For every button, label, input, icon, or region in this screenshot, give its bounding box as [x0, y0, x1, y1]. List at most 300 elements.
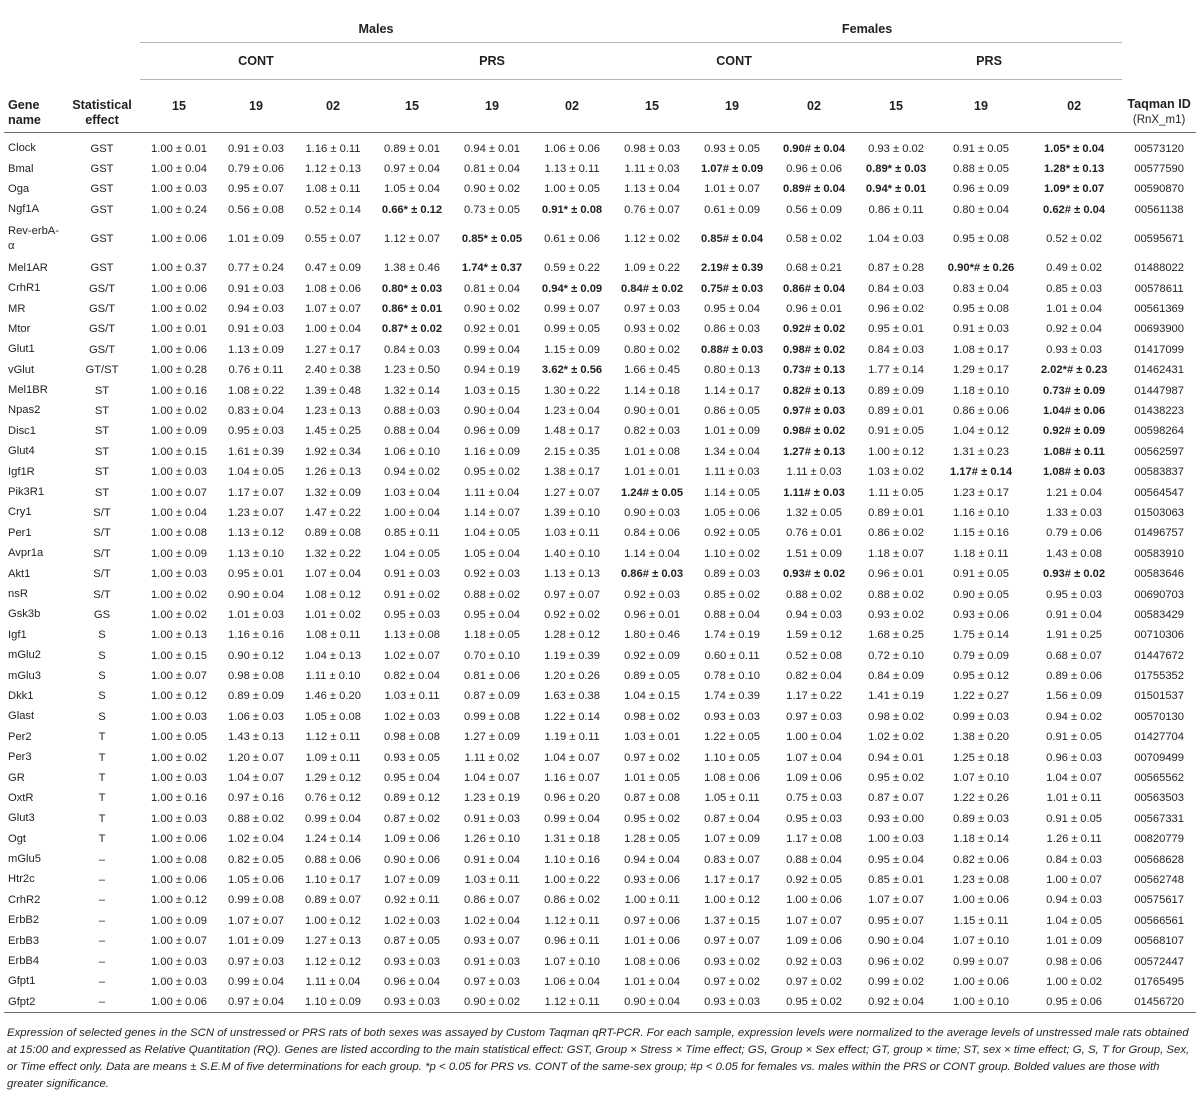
expression-value-cell: 1.17 ± 0.17 [704, 873, 760, 886]
expression-value-cell: 0.80 ± 0.13 [704, 364, 760, 377]
expression-value-cell: 1.02 ± 0.07 [384, 649, 440, 662]
expression-value-cell: 0.90 ± 0.04 [612, 992, 692, 1012]
table-row [4, 727, 1196, 747]
statistical-effect-cell: S/T [93, 506, 111, 519]
expression-value-cell: 0.87 ± 0.07 [868, 792, 924, 805]
expression-value-cell: 0.89 ± 0.09 [868, 384, 924, 397]
gene-name-cell: vGlut [8, 363, 35, 376]
timepoint-header: 19 [936, 80, 1026, 133]
expression-value-cell: 1.04 ± 0.05 [464, 527, 520, 540]
expression-value-cell: 0.85 ± 0.01 [868, 873, 924, 886]
expression-value-cell: 1.07 ± 0.09 [384, 873, 440, 886]
table-caption: Expression of selected genes in the SCN of unstressed or PRS rats of both sexes was assayed by Custom Taqman qRT-PCR. For each sample, expression levels were normalized to the average levels of unstressed male rats obtained at 15:00 and expressed as Relative Quantitation (RQ). Genes are listed according to the main statistical effect: GST, Group × Stress × Time effect; GS, Group × Sex effect; GT, group × time; ST, sex × time effect; G, S, T for Group, Sex, or Time effect only. Data are means ± S.E.M of five determinations for each group. *p < 0.05 for PRS vs. CONT of the same-sex group; #p < 0.05 for females vs. males within the PRS or CONT group. Bolded values are those with greater significance. [7, 1027, 1190, 1091]
table-row [4, 299, 1196, 319]
timepoint-header: 02 [532, 80, 612, 133]
expression-value-cell: 0.99 ± 0.04 [228, 975, 284, 988]
taqman-id-cell: 00566561 [1134, 914, 1184, 927]
expression-value-cell: 0.94 ± 0.02 [1046, 710, 1103, 723]
expression-value-cell: 0.97# ± 0.03 [782, 404, 846, 417]
expression-value-cell: 1.06 ± 0.06 [544, 142, 600, 155]
expression-value-cell: 1.01 ± 0.08 [624, 445, 680, 458]
expression-value-cell: 1.00 ± 0.11 [624, 894, 680, 907]
taqman-id-cell: 01438223 [1134, 404, 1184, 417]
expression-value-cell: 0.76 ± 0.01 [786, 527, 842, 540]
table-row [4, 220, 1196, 258]
expression-value-cell: 0.79 ± 0.06 [1046, 527, 1103, 540]
expression-value-cell: 1.13 ± 0.13 [544, 568, 600, 581]
expression-value-cell: 2.15 ± 0.35 [544, 445, 600, 458]
expression-value-cell: 1.04 ± 0.13 [305, 649, 361, 662]
expression-value-cell: 1.63 ± 0.38 [544, 690, 600, 703]
statistical-effect-cell: ST [94, 425, 110, 438]
expression-value-cell: 1.16 ± 0.07 [544, 772, 600, 785]
expression-value-cell: 1.68 ± 0.25 [868, 629, 924, 642]
expression-value-cell: 1.04 ± 0.05 [384, 547, 440, 560]
expression-value-cell: 0.95 ± 0.03 [1046, 588, 1103, 601]
expression-value-cell: 0.99 ± 0.07 [544, 303, 600, 316]
taqman-id-cell: 00562748 [1134, 873, 1184, 886]
gene-name-cell: GR [8, 771, 25, 784]
expression-value-cell: 1.38 ± 0.46 [384, 262, 440, 275]
expression-value-cell: 1.00 ± 0.12 [704, 894, 760, 907]
expression-value-cell: 1.11 ± 0.04 [464, 486, 520, 499]
expression-value-cell: 1.47 ± 0.22 [305, 506, 361, 519]
expression-value-cell: 0.89 ± 0.12 [384, 792, 440, 805]
expression-value-cell: 1.23 ± 0.07 [228, 506, 284, 519]
expression-value-cell: 0.88 ± 0.04 [384, 425, 440, 438]
expression-value-cell: 1.16 ± 0.10 [953, 506, 1009, 519]
expression-value-cell: 1.20 ± 0.26 [544, 670, 600, 683]
expression-value-cell: 0.75# ± 0.03 [700, 282, 764, 295]
expression-value-cell: 0.92 ± 0.04 [1046, 323, 1103, 336]
expression-value-cell: 1.10 ± 0.17 [305, 873, 361, 886]
gene-name-cell: ErbB4 [8, 955, 40, 968]
table-row [4, 890, 1196, 910]
expression-value-cell: 0.72 ± 0.10 [868, 649, 924, 662]
expression-value-cell: 1.00 ± 0.12 [868, 445, 924, 458]
females-prs-header: PRS [856, 43, 1122, 80]
expression-value-cell: 1.17 ± 0.07 [228, 486, 284, 499]
table-row [4, 523, 1196, 543]
expression-value-cell: 1.03 ± 0.04 [384, 486, 440, 499]
expression-value-cell: 1.09* ± 0.07 [1043, 183, 1105, 196]
statistical-effect-cell: S/T [93, 588, 111, 601]
expression-value-cell: 1.00 ± 0.04 [151, 163, 207, 176]
expression-value-cell: 1.04 ± 0.03 [868, 233, 924, 246]
taqman-id-cell: 00561369 [1134, 303, 1184, 316]
expression-value-cell: 1.11 ± 0.10 [305, 670, 361, 683]
expression-value-cell: 0.77 ± 0.24 [228, 262, 284, 275]
expression-value-cell: 1.15 ± 0.16 [953, 527, 1009, 540]
expression-value-cell: 0.94 ± 0.01 [464, 142, 520, 155]
gene-name-cell: Per1 [8, 526, 32, 539]
expression-value-cell: 0.56 ± 0.08 [228, 203, 284, 216]
taqman-id-label: Taqman ID [1127, 96, 1191, 111]
expression-value-cell: 1.00 ± 0.04 [384, 506, 440, 519]
table-row [4, 159, 1196, 179]
expression-value-cell: 0.79 ± 0.06 [228, 163, 284, 176]
expression-value-cell: 1.00 ± 0.15 [151, 445, 207, 458]
expression-value-cell: 0.58 ± 0.02 [786, 233, 842, 246]
expression-value-cell: 1.01 ± 0.09 [228, 233, 284, 246]
expression-value-cell: 0.96 ± 0.03 [1046, 751, 1103, 764]
expression-value-cell: 1.27 ± 0.17 [305, 343, 361, 356]
expression-value-cell: 0.95 ± 0.02 [772, 992, 856, 1012]
expression-value-cell: 0.90 ± 0.04 [464, 404, 520, 417]
expression-value-cell: 1.00 ± 0.06 [151, 833, 207, 846]
expression-value-cell: 1.09 ± 0.06 [786, 772, 842, 785]
expression-value-cell: 0.95 ± 0.02 [868, 772, 924, 785]
statistical-effect-cell: GST [90, 233, 114, 246]
timepoint-header: 19 [452, 80, 532, 133]
expression-value-cell: 0.99 ± 0.02 [868, 975, 924, 988]
expression-value-cell: 0.66* ± 0.12 [381, 203, 443, 216]
taqman-id-cell: 01765495 [1134, 975, 1184, 988]
expression-value-cell: 1.05 ± 0.06 [228, 873, 284, 886]
expression-value-cell: 1.00 ± 0.02 [151, 588, 207, 601]
statistical-effect-cell: – [98, 894, 106, 907]
expression-value-cell: 1.07 ± 0.09 [704, 833, 760, 846]
expression-value-cell: 0.87 ± 0.09 [464, 690, 520, 703]
expression-value-cell: 1.08 ± 0.06 [305, 282, 361, 295]
gene-name-cell: Gfpt1 [8, 975, 36, 988]
expression-value-cell: 0.68 ± 0.21 [786, 262, 842, 275]
table-row [4, 340, 1196, 360]
expression-value-cell: 1.32 ± 0.09 [305, 486, 361, 499]
statistical-effect-cell: – [98, 975, 106, 988]
expression-value-cell: 1.43 ± 0.08 [1046, 547, 1103, 560]
statistical-effect-cell: S/T [93, 527, 111, 540]
expression-value-cell: 1.12 ± 0.13 [305, 163, 361, 176]
expression-value-cell: 0.86 ± 0.06 [953, 404, 1009, 417]
expression-value-cell: 1.08# ± 0.03 [1043, 466, 1106, 479]
expression-value-cell: 1.04 ± 0.07 [544, 751, 600, 764]
statistical-effect-cell: – [64, 992, 140, 1012]
expression-value-cell: 0.89 ± 0.01 [868, 506, 924, 519]
expression-value-cell: 0.95 ± 0.07 [228, 183, 284, 196]
table-row [4, 992, 1196, 1012]
expression-value-cell: 1.15 ± 0.11 [953, 914, 1009, 927]
expression-value-cell: 0.80* ± 0.03 [381, 282, 443, 295]
expression-value-cell: 0.86# ± 0.04 [782, 282, 846, 295]
expression-value-cell: 1.01 ± 0.07 [704, 183, 760, 196]
expression-value-cell: 0.99 ± 0.08 [464, 710, 520, 723]
expression-value-cell: 3.62* ± 0.56 [541, 364, 603, 377]
males-prs-header: PRS [372, 43, 612, 80]
table-row [4, 951, 1196, 971]
expression-value-cell: 0.61 ± 0.06 [544, 233, 600, 246]
expression-value-cell: 1.04 ± 0.05 [1046, 914, 1103, 927]
females-cont-header: CONT [612, 43, 856, 80]
expression-value-cell: 1.00 ± 0.09 [151, 425, 207, 438]
expression-value-cell: 1.09 ± 0.22 [624, 262, 680, 275]
expression-value-cell: 0.75 ± 0.03 [786, 792, 842, 805]
expression-value-cell: 1.04 ± 0.07 [228, 772, 284, 785]
expression-value-cell: 1.08 ± 0.11 [305, 629, 361, 642]
expression-value-cell: 1.22 ± 0.05 [704, 731, 760, 744]
expression-value-cell: 1.10 ± 0.05 [704, 751, 760, 764]
table-row [4, 584, 1196, 604]
table-row [4, 686, 1196, 706]
expression-value-cell: 0.92 ± 0.09 [624, 649, 680, 662]
gene-name-cell: Gsk3b [8, 608, 41, 621]
table-row [4, 707, 1196, 727]
table-row [4, 380, 1196, 400]
expression-value-cell: 2.19# ± 0.39 [700, 262, 764, 275]
males-header: Males [140, 2, 612, 43]
expression-value-cell: 1.33 ± 0.03 [1046, 506, 1103, 519]
expression-value-cell: 0.92 ± 0.01 [464, 323, 520, 336]
gene-name-cell: OxtR [8, 791, 34, 804]
expression-value-cell: 0.95 ± 0.03 [384, 608, 440, 621]
expression-value-cell: 0.92 ± 0.03 [786, 955, 842, 968]
expression-value-cell: 1.04 ± 0.07 [464, 772, 520, 785]
taqman-id-cell: 01447672 [1134, 649, 1184, 662]
taqman-id-cell: 00570130 [1134, 710, 1184, 723]
expression-value-cell: 1.00 ± 0.07 [151, 935, 207, 948]
expression-value-cell: 1.13 ± 0.12 [228, 527, 284, 540]
taqman-id-cell: 00564547 [1134, 486, 1184, 499]
expression-value-cell: 1.38 ± 0.20 [953, 731, 1009, 744]
expression-value-cell: 0.96 ± 0.02 [868, 955, 924, 968]
timepoint-header: 15 [372, 80, 452, 133]
expression-value-cell: 1.11 ± 0.05 [868, 486, 924, 499]
expression-value-cell: 1.23 ± 0.13 [305, 404, 361, 417]
expression-value-cell: 0.55 ± 0.07 [305, 233, 361, 246]
expression-value-cell: 1.00 ± 0.06 [151, 233, 207, 246]
expression-value-cell: 0.99 ± 0.04 [464, 343, 520, 356]
expression-value-cell: 0.96 ± 0.04 [384, 975, 440, 988]
statistical-effect-cell: GS/T [88, 303, 116, 316]
expression-value-cell: 0.91 ± 0.05 [953, 142, 1009, 155]
expression-value-cell: 0.95 ± 0.01 [228, 568, 284, 581]
expression-value-cell: 0.91 ± 0.05 [868, 425, 924, 438]
expression-value-cell: 0.91 ± 0.03 [384, 568, 440, 581]
expression-value-cell: 1.07 ± 0.04 [786, 751, 842, 764]
statistical-effect-cell: – [98, 914, 106, 927]
statistical-effect-cell: T [98, 833, 106, 846]
expression-value-cell: 0.81 ± 0.04 [464, 282, 520, 295]
expression-value-cell: 0.87 ± 0.28 [868, 262, 924, 275]
gene-name-cell: Glut3 [8, 812, 35, 825]
expression-value-cell: 1.11 ± 0.03 [786, 466, 842, 479]
statistical-effect-cell: GS/T [88, 343, 116, 356]
expression-value-cell: 1.56 ± 0.09 [1046, 690, 1103, 703]
expression-value-cell: 0.81 ± 0.04 [464, 163, 520, 176]
expression-value-cell: 1.32 ± 0.22 [305, 547, 361, 560]
table-row [4, 200, 1196, 220]
expression-value-cell: 1.01 ± 0.09 [1046, 935, 1103, 948]
expression-value-cell: 1.27 ± 0.07 [544, 486, 600, 499]
expression-value-cell: 0.98# ± 0.02 [782, 343, 846, 356]
expression-value-cell: 1.74* ± 0.37 [461, 262, 523, 275]
expression-value-cell: 1.22 ± 0.14 [544, 710, 600, 723]
expression-value-cell: 1.13 ± 0.10 [228, 547, 284, 560]
expression-value-cell: 1.00 ± 0.13 [151, 629, 207, 642]
expression-value-cell: 0.99 ± 0.03 [953, 710, 1009, 723]
expression-value-cell: 1.00 ± 0.03 [151, 975, 207, 988]
expression-value-cell: 0.95 ± 0.03 [786, 812, 842, 825]
expression-value-cell: 0.89 ± 0.01 [868, 404, 924, 417]
expression-value-cell: 0.90 ± 0.04 [228, 588, 284, 601]
statistical-effect-cell: GS [93, 608, 111, 621]
table-row [4, 747, 1196, 767]
statistical-effect-cell: GST [90, 142, 114, 155]
table-row [4, 625, 1196, 645]
statistical-effect-cell: S [98, 629, 106, 642]
expression-value-cell: 0.47 ± 0.09 [305, 262, 361, 275]
expression-value-cell: 0.94 ± 0.19 [464, 364, 520, 377]
expression-value-cell: 0.91 ± 0.05 [953, 568, 1009, 581]
expression-value-cell: 0.88 ± 0.04 [786, 853, 842, 866]
timepoint-header: 15 [856, 80, 936, 133]
expression-value-cell: 1.14 ± 0.17 [704, 384, 760, 397]
expression-value-cell: 0.91 ± 0.03 [228, 323, 284, 336]
expression-value-cell: 0.76 ± 0.11 [228, 364, 284, 377]
expression-value-cell: 0.82 ± 0.05 [228, 853, 284, 866]
expression-value-cell: 1.08 ± 0.22 [228, 384, 284, 397]
statistical-effect-cell: – [98, 955, 106, 968]
statistical-effect-cell: T [98, 812, 106, 825]
expression-value-cell: 0.99 ± 0.04 [544, 812, 600, 825]
expression-value-cell: 0.56 ± 0.09 [786, 203, 842, 216]
expression-value-cell: 0.85 ± 0.02 [704, 588, 760, 601]
expression-value-cell: 1.01 ± 0.09 [228, 935, 284, 948]
expression-value-cell: 0.90*# ± 0.26 [947, 262, 1015, 275]
statistical-effect-cell: GT/ST [85, 364, 119, 377]
expression-value-cell: 1.21 ± 0.04 [1046, 486, 1103, 499]
gene-name-cell: mGlu2 [8, 649, 41, 662]
expression-value-cell: 1.13 ± 0.04 [624, 183, 680, 196]
expression-value-cell: 1.00 ± 0.10 [936, 992, 1026, 1012]
expression-value-cell: 1.02 ± 0.03 [384, 710, 440, 723]
expression-value-cell: 1.07# ± 0.09 [700, 163, 764, 176]
statistical-effect-cell: ST [94, 384, 110, 397]
expression-value-cell: 1.74 ± 0.19 [704, 629, 760, 642]
table-row [4, 360, 1196, 380]
statistical-effect-cell: ST [94, 404, 110, 417]
expression-value-cell: 0.95 ± 0.08 [953, 233, 1009, 246]
expression-value-cell: 1.18 ± 0.05 [464, 629, 520, 642]
expression-value-cell: 0.86 ± 0.11 [868, 203, 924, 216]
expression-value-cell: 1.75 ± 0.14 [953, 629, 1009, 642]
expression-value-cell: 0.95 ± 0.07 [868, 914, 924, 927]
expression-value-cell: 1.29 ± 0.12 [305, 772, 361, 785]
expression-value-cell: 1.04# ± 0.06 [1043, 404, 1106, 417]
expression-value-cell: 1.18 ± 0.11 [953, 547, 1009, 560]
table-row [4, 809, 1196, 829]
expression-value-cell: 0.97 ± 0.03 [464, 975, 520, 988]
expression-value-cell: 0.90 ± 0.02 [464, 183, 520, 196]
expression-value-cell: 0.84 ± 0.03 [868, 343, 924, 356]
taqman-id-cell: 00595671 [1134, 233, 1184, 246]
expression-value-cell: 1.05 ± 0.04 [384, 183, 440, 196]
table-body [4, 139, 1196, 1013]
expression-value-cell: 1.12 ± 0.11 [305, 731, 361, 744]
expression-value-cell: 1.13 ± 0.09 [228, 343, 284, 356]
expression-value-cell: 1.02 ± 0.03 [384, 914, 440, 927]
expression-value-cell: 1.00 ± 0.22 [544, 873, 600, 886]
expression-value-cell: 0.73# ± 0.09 [1043, 384, 1106, 397]
expression-value-cell: 1.00 ± 0.08 [151, 527, 207, 540]
expression-value-cell: 0.88 ± 0.02 [786, 588, 842, 601]
expression-value-cell: 1.00 ± 0.03 [151, 812, 207, 825]
gene-name-cell: Htr2c [8, 873, 35, 886]
expression-value-cell: 0.93 ± 0.05 [704, 142, 760, 155]
statistical-effect-cell: S [98, 670, 106, 683]
expression-value-cell: 1.12 ± 0.02 [624, 233, 680, 246]
gene-name-cell: nsR [8, 588, 28, 600]
taqman-id-cell: 00590870 [1134, 183, 1184, 196]
expression-value-cell: 1.59 ± 0.12 [786, 629, 842, 642]
expression-value-cell: 1.01 ± 0.04 [624, 975, 680, 988]
expression-value-cell: 0.76 ± 0.07 [624, 203, 680, 216]
expression-value-cell: 0.85* ± 0.05 [461, 233, 523, 246]
expression-value-cell: 0.87* ± 0.02 [381, 323, 443, 336]
expression-value-cell: 0.96 ± 0.02 [868, 303, 924, 316]
females-header: Females [612, 2, 1122, 43]
expression-value-cell: 1.04 ± 0.12 [953, 425, 1009, 438]
expression-value-cell: 1.32 ± 0.05 [786, 506, 842, 519]
expression-value-cell: 1.26 ± 0.11 [1046, 833, 1102, 846]
expression-value-cell: 1.05* ± 0.04 [1043, 142, 1105, 155]
expression-value-cell: 0.96 ± 0.01 [868, 568, 924, 581]
gene-name-header: Gene name [4, 80, 64, 133]
table-row [4, 666, 1196, 686]
gene-name-cell: Rev-erbA-α [8, 225, 59, 253]
taqman-id-cell: 00573120 [1134, 142, 1184, 155]
expression-value-cell: 0.59 ± 0.22 [544, 262, 600, 275]
expression-value-cell: 0.93 ± 0.03 [1046, 343, 1103, 356]
expression-value-cell: 0.84 ± 0.06 [624, 527, 680, 540]
expression-value-cell: 1.06 ± 0.10 [384, 445, 440, 458]
expression-value-cell: 1.45 ± 0.25 [305, 425, 361, 438]
expression-value-cell: 0.90 ± 0.06 [384, 853, 440, 866]
expression-value-cell: 0.97 ± 0.02 [704, 975, 760, 988]
expression-value-cell: 0.94 ± 0.02 [384, 466, 440, 479]
expression-value-cell: 1.00 ± 0.12 [151, 690, 207, 703]
expression-value-cell: 1.00 ± 0.03 [151, 568, 207, 581]
expression-value-cell: 1.00 ± 0.28 [151, 364, 207, 377]
timepoint-header: 02 [772, 80, 856, 133]
expression-value-cell: 0.91 ± 0.04 [1046, 608, 1103, 621]
expression-value-cell: 0.79 ± 0.09 [953, 649, 1009, 662]
expression-value-cell: 1.39 ± 0.10 [544, 506, 600, 519]
expression-value-cell: 0.82# ± 0.13 [782, 384, 846, 397]
expression-value-cell: 1.28 ± 0.05 [624, 833, 680, 846]
expression-value-cell: 1.23 ± 0.08 [953, 873, 1009, 886]
expression-value-cell: 0.93 ± 0.00 [868, 812, 924, 825]
table-row [4, 544, 1196, 564]
gene-name-cell: Glast [8, 710, 35, 723]
expression-value-cell: 1.00 ± 0.09 [151, 914, 207, 927]
taqman-id-sublabel: (RnX_m1) [1132, 113, 1186, 126]
expression-value-cell: 1.17 ± 0.22 [786, 690, 842, 703]
table-row [4, 139, 1196, 159]
gene-name-cell: Disc1 [8, 424, 36, 437]
expression-value-cell: 1.00 ± 0.06 [786, 894, 842, 907]
expression-value-cell: 0.91 ± 0.03 [464, 955, 520, 968]
expression-value-cell: 1.31 ± 0.18 [544, 833, 600, 846]
expression-value-cell: 0.86* ± 0.01 [381, 303, 443, 316]
expression-value-cell: 0.92 ± 0.03 [464, 568, 520, 581]
table-row [4, 972, 1196, 992]
expression-value-cell: 1.27# ± 0.13 [782, 445, 846, 458]
expression-value-cell: 1.23 ± 0.04 [544, 404, 600, 417]
taqman-id-cell: 00575617 [1134, 894, 1184, 907]
expression-value-cell: 1.00 ± 0.03 [151, 772, 207, 785]
gene-name-cell: Dkk1 [8, 689, 34, 702]
